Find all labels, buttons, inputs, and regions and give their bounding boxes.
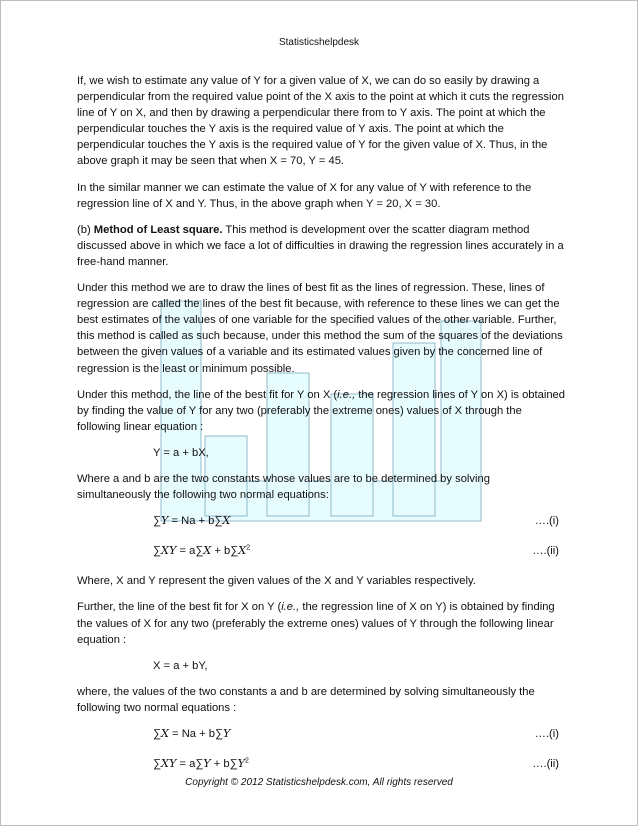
paragraph-3-prefix: (b)	[77, 223, 94, 236]
paragraph-8-text-a: Further, the line of the best fit for X on Y (	[77, 601, 282, 614]
equation-y-on-x: Y = a + bX,	[153, 446, 209, 459]
equation-number: ….(i)	[534, 728, 559, 740]
paragraph-1: If, we wish to estimate any value of Y for a given value of X, we can do so easily by drawing a perpendicular from the required value point of the X axis to the point at which it cuts the regression line of Y on X, and then by drawing a perpendicular there from to Y axis. The point at which the perpendicular touches the Y axis is the required value of Y axis. The point at which the perpendicular touches the Y axis is the required value of Y for the given value of X. Thus, in the above graph it may be seen that when X = 70, Y = 45.	[77, 75, 564, 168]
paragraph-9: where, the values of the two constants a and b are determined by solving simultaneously the following two normal equations :	[77, 685, 535, 714]
equation-x-on-y: X = a + bY,	[153, 659, 208, 672]
paragraph-2: In the similar manner we can estimate the value of X for any value of Y with reference to the regression line of X and Y. Thus, in the above graph when Y = 20, X = 30.	[77, 181, 532, 210]
paragraph-6: Where a and b are the two constants whose values are to be determined by solving simultaneously the following two normal equations:	[77, 472, 490, 502]
paragraph-7: Where, X and Y represent the given values of the X and Y variables respectively.	[77, 575, 476, 588]
paragraph-5	[77, 387, 567, 435]
paragraph-3	[77, 222, 567, 270]
page-body	[77, 73, 567, 786]
equation-number: ….(i)	[534, 515, 559, 528]
equation-number: ….(ii)	[532, 545, 559, 558]
normal-equation-xy-2: $\sum XY = a\sum Y + b\sum Y^2$ ….(ii)	[153, 756, 567, 772]
paragraph-5-ie: i.e.,	[337, 388, 356, 401]
page-header: Statisticshelpdesk	[278, 37, 360, 48]
paragraph-3-text: This method is development over the scatter diagram method discussed above in which we face a lot of difficulties in drawing the regression lines accurately in a free-hand manner.	[77, 223, 564, 268]
normal-equation-yx-2: $\sum XY = a\sum X + b\sum X^2$ ….(ii)	[153, 543, 567, 559]
paragraph-8-ie: i.e.,	[281, 601, 300, 614]
equation-number: ….(ii)	[532, 758, 559, 771]
normal-equation-xy-1: ∑X = Na + b∑Y ….(i)	[153, 726, 567, 742]
paragraph-8	[77, 599, 567, 647]
paragraph-5-text-a: Under this method, the line of the best fit for Y on X (	[77, 388, 338, 401]
normal-equation-yx-1: ∑Y = Na + b∑X ….(i)	[153, 513, 567, 529]
paragraph-8-text-b: the regression line of X on Y) is obtained by finding the values of X for any two (preferably the extreme ones) values of Y through the following linear equation :	[77, 601, 555, 646]
paragraph-5-text-b: the regression lines of Y on X) is obtained by finding the value of Y for any two (preferably the extreme ones) values of X through the following linear equation :	[77, 388, 565, 433]
paragraph-4: Under this method we are to draw the lines of best fit as the lines of regression. These, lines of regression are called the lines of the best fit because, with reference to these lines we can get the best estimates of the values of one variable for the specified values of the other variable. Further, this method is called as such because, under this method the sum of the squares of the deviations between the given values of a variable and its estimated values given by the concerned line of regression is the least or minimum possible.	[77, 282, 563, 375]
method-heading: Method of Least square.	[93, 223, 223, 236]
page-footer: Copyright © 2012 Statisticshelpdesk.com, All rights reserved	[185, 777, 453, 788]
